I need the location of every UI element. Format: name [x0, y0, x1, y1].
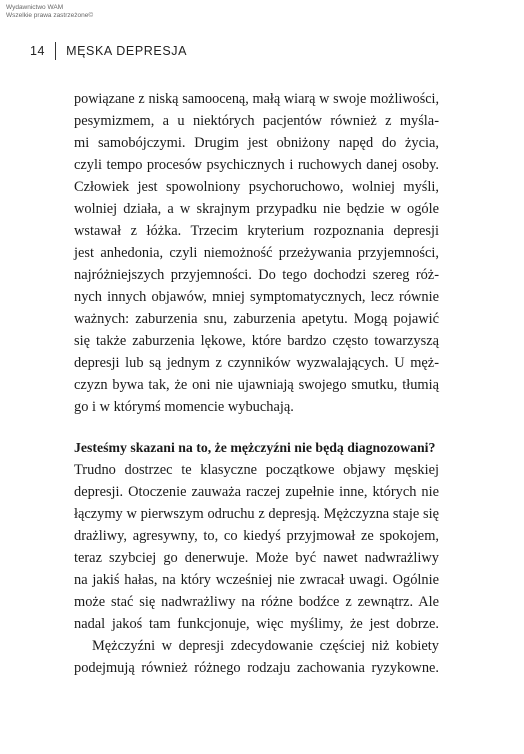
watermark-line-2: Wszelkie prawa zastrzeżone© [6, 12, 94, 19]
text-line: może stać się nadwrażliwy na różne bodźce z zewnątrz. Ale [74, 594, 439, 610]
text-line: Człowiek jest spowolniony psychoruchowo, wolniej myśli, [74, 179, 439, 195]
text-line: najróżniejszych przyjemności. Do tego dochodzi szereg róż- [74, 267, 439, 283]
watermark-line-1: Wydawnictwo WAM [6, 4, 64, 11]
text-line: drażliwy, agresywny, to, co kiedyś przyjmował ze spokojem, [74, 528, 439, 544]
text-line: pesymizmem, a u niektórych pacjentów również z myśla- [74, 113, 439, 129]
section-heading: Jesteśmy skazani na to, że mężczyźni nie będą diagnozowani? [74, 440, 436, 455]
text-line: nadal jakoś tam funkcjonuje, więc myślimy, że jest dobrze. [74, 616, 439, 632]
paragraph-spacer [74, 418, 439, 437]
text-line: Mężczyźni w depresji zdecydowanie częściej niż kobiety [92, 638, 439, 654]
text-line: czyzn bywa tak, że oni nie ujawniają swojego smutku, tłumią [74, 377, 439, 393]
running-title: MĘSKA DEPRESJA [66, 44, 188, 58]
text-line: depresji. Otoczenie zauważa raczej zupełnie inne, których nie [74, 484, 439, 500]
text-line: podejmują również różnego rodzaju zachowania ryzykowne. [74, 660, 439, 676]
paragraph-1 [74, 88, 439, 418]
text-line: teraz szybciej go denerwuje. Może być nawet nadwrażliwy [74, 550, 439, 566]
body-text [74, 88, 439, 679]
text-line: jest anhedonia, czyli niemożność przeżywania przyjemności, [74, 245, 439, 261]
text-line: wstawał z łóżka. Trzecim kryterium rozpoznania depresji [74, 223, 439, 239]
paragraph-3 [74, 635, 439, 679]
publisher-watermark [6, 4, 93, 20]
running-header [30, 42, 187, 60]
text-line: wolniej działa, a w skrajnym przypadku nie będzie w ogóle [74, 201, 439, 217]
text-line: się także zaburzenia lękowe, które bardzo często towarzyszą [74, 333, 439, 349]
text-line: depresji lub są jednym z czynników wyzwalających. U męż- [74, 355, 439, 371]
text-line: na jakiś hałas, na który wcześniej nie zwracał uwagi. Ogólnie [74, 572, 439, 588]
text-line: czyli tempo procesów psychicznych i ruchowych danej osoby. [74, 157, 439, 173]
text-line: łączymy w pierwszym odruchu z depresją. Mężczyzna staje się [74, 506, 439, 522]
text-line: mi samobójczymi. Drugim jest obniżony napęd do życia, [74, 135, 439, 151]
page-number: 14 [30, 44, 46, 58]
paragraph-2 [74, 459, 439, 635]
text-line: nych innych objawów, mniej symptomatycznych, lecz równie [74, 289, 439, 305]
text-line: powiązane z niską samooceną, małą wiarą w swoje możliwości, [74, 91, 439, 107]
header-separator [55, 42, 56, 60]
text-line: ważnych: zaburzenia snu, zaburzenia apetytu. Mogą pojawić [74, 311, 439, 327]
text-line: Trudno dostrzec te klasyczne początkowe objawy męskiej [74, 462, 439, 478]
text-line: go i w którymś momencie wybuchają. [74, 399, 294, 415]
